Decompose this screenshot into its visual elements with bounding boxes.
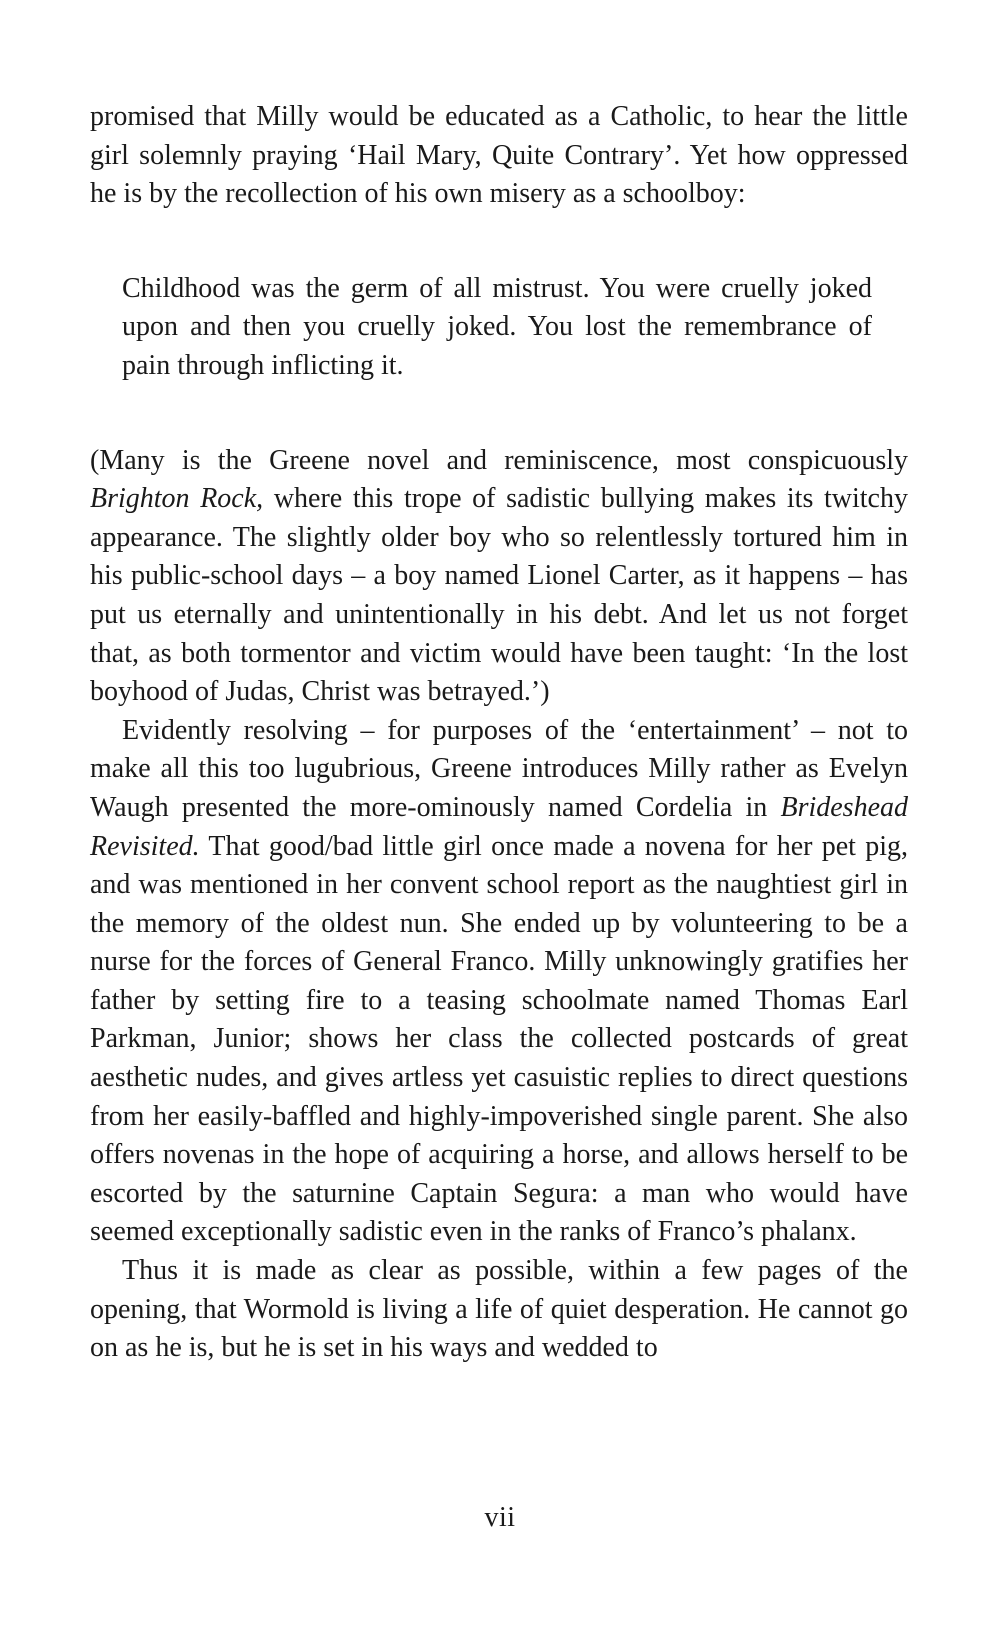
paragraph-3	[90, 712, 908, 1252]
page-number: vii	[484, 1502, 516, 1533]
block-quote: Childhood was the germ of all mistrust. You were cruelly joked upon and then you cruelly joked. You lost the remembrance of pain through inflicting it.	[122, 272, 872, 381]
paragraph-3-text-end: That good/bad little girl once made a novena for her pet pig, and was mentioned in her convent school report as the naughtiest girl in the memory of the oldest nun. She ended up by volunteering to be a nurse for the forces of General Franco. Milly unknowingly gratifies her father by setting fire to a teasing schoolmate named Thomas Earl Parkman, Junior; shows her class the collected postcards of great aesthetic nudes, and gives artless yet casuistic replies to direct questions from her easily-baffled and highly-impoverished single parent. She also offers novenas in the hope of acquiring a horse, and allows herself to be escorted by the saturnine Captain Segura: a man who would have seemed exceptionally sadistic even in the ranks of Franco’s phalanx.	[90, 830, 908, 1248]
paragraph-4: Thus it is made as clear as possible, within a few pages of the opening, that Wormold is living a life of quiet desperation. He cannot go on as he is, but he is set in his ways and wedded to	[90, 1255, 908, 1364]
paragraph-1: promised that Milly would be educated as a Catholic, to hear the little girl solemnly praying ‘Hail Mary, Quite Contrary’. Yet how oppressed he is by the recollection of his own misery as a schoolboy:	[90, 101, 908, 210]
paragraph-2	[90, 442, 908, 712]
paragraph-2-text-start: (Many is the Greene novel and reminiscence, most conspicuously	[90, 444, 908, 476]
page-body	[90, 98, 908, 1368]
book-title-brighton-rock: Brighton Rock,	[90, 483, 264, 515]
paragraph-3-text-start: Evidently resolving – for purposes of the ‘entertainment’ – not to make all this too lugubrious, Greene introduces Milly rather as Evelyn Waugh presented the more-ominously named Cordelia in	[90, 714, 908, 823]
paragraph-2-text-end: where this trope of sadistic bullying makes its twitchy appearance. The slightly older boy who so relentlessly tortured him in his public-school days – a boy named Lionel Carter, as it happens – has put us eternally and unintentionally in his debt. And let us not forget that, as both tormentor and victim would have been taught: ‘In the lost boyhood of Judas, Christ was betrayed.’)	[90, 483, 908, 708]
book-title-brideshead-revisited: Brideshead Revisited.	[90, 791, 908, 862]
